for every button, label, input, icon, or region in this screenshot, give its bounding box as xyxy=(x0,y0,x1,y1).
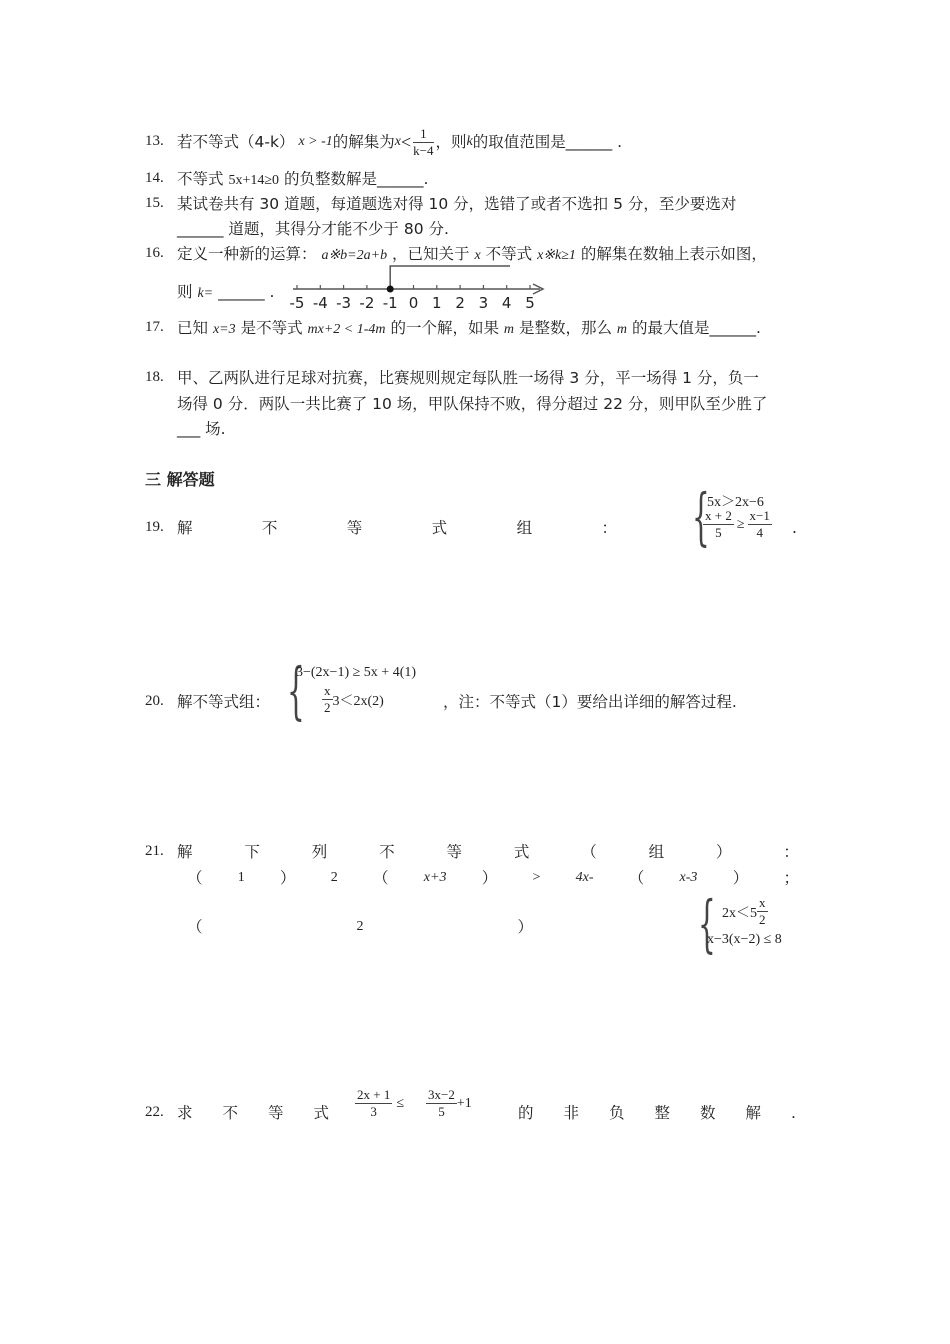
q21-token: （ xyxy=(187,869,203,887)
q22-frac2 xyxy=(426,1087,457,1120)
q22-spread-a xyxy=(177,1103,329,1123)
q13-suffix: ，则 xyxy=(435,133,467,151)
q21-token: （ xyxy=(187,918,203,936)
q21-frac-den: 2 xyxy=(759,912,766,927)
q16-text-b: ，已知关于 xyxy=(392,245,470,263)
q21-char: 等 xyxy=(446,843,463,861)
q22-char: 负 xyxy=(609,1104,625,1122)
q16-text-a: 定义一种新的运算： xyxy=(177,245,317,263)
q21-char: （ xyxy=(581,843,597,861)
number-line-tick-label: 5 xyxy=(525,294,535,312)
q22-char: 求 xyxy=(177,1104,193,1122)
q17-d: 是整数，那么 xyxy=(518,319,612,337)
q21-token: x-3 xyxy=(679,870,698,885)
q21-token: x+3 xyxy=(423,870,447,885)
q21-frac-num: x xyxy=(759,895,766,910)
q15-line1: 某试卷共有 30 道题，每道题选对得 10 分，选错了或者不选扣 5 分，至少要选对 xyxy=(177,195,737,213)
q21-row1 xyxy=(177,842,799,862)
question-number: 16. xyxy=(145,245,164,261)
q19-char: 不 xyxy=(261,519,278,537)
q17-e: 的最大值是______. xyxy=(631,319,761,337)
q22-frac1 xyxy=(355,1087,392,1120)
q16-x: x xyxy=(474,248,481,263)
q20-frac-den: 2 xyxy=(324,700,331,715)
q20-label: 解不等式组： xyxy=(177,693,271,711)
q21-sys1-a: 2x＜5 xyxy=(722,905,757,921)
q13-x: x xyxy=(394,134,401,149)
q20-sys1: 3−(2x−1) ≥ 5x + 4(1) xyxy=(296,665,417,680)
q19-geq: ≥ xyxy=(736,516,745,532)
q22-frac1-num: 2x + 1 xyxy=(357,1087,391,1102)
question-number: 22. xyxy=(145,1104,164,1120)
q14-prefix: 不等式 xyxy=(177,170,224,188)
q21-sys2: x−3(x−2) ≤ 8 xyxy=(707,932,782,947)
q19-period: . xyxy=(792,519,797,537)
q16-operation: a※b=2a+b xyxy=(321,248,388,263)
q21-char: ） xyxy=(716,843,732,861)
q21-token: 2 xyxy=(330,870,338,885)
q19-frac2-den: 4 xyxy=(756,525,763,540)
q22-char: . xyxy=(791,1104,796,1122)
q22-frac2-den: 5 xyxy=(438,1104,445,1119)
number-line-tick-label: -1 xyxy=(382,294,398,312)
q20-frac xyxy=(322,683,333,716)
number-line-tick-label: 3 xyxy=(478,294,489,312)
q22-char: 数 xyxy=(700,1104,716,1122)
question-number: 13. xyxy=(145,133,164,149)
q17-c: 的一个解，如果 xyxy=(390,319,499,337)
q19-frac2 xyxy=(748,508,772,541)
q19-frac1-num: x + 2 xyxy=(705,508,732,523)
number-line-tick-label: -4 xyxy=(312,294,328,312)
q21-token: （ xyxy=(628,869,645,887)
q22-frac1-den: 3 xyxy=(370,1104,377,1119)
q13-mid: 的解集为 xyxy=(332,133,395,151)
q18-line2: 场得 0 分．两队一共比赛了 10 场，甲队保持不败，得分超过 22 分，则甲队至少胜了 xyxy=(177,395,768,413)
q19-frac1 xyxy=(703,508,734,541)
q13-tail: 的取值范围是______ . xyxy=(472,133,623,151)
q13-frac-num: 1 xyxy=(413,126,433,143)
q21-token: ） xyxy=(280,869,296,887)
q21-sys1-frac xyxy=(757,895,768,928)
q20-brace: { xyxy=(287,654,305,727)
q22-char: 等 xyxy=(267,1104,284,1122)
q21-token: ） xyxy=(481,869,498,887)
q22-char: 式 xyxy=(313,1104,329,1122)
q19-frac2-num: x−1 xyxy=(749,508,770,523)
q17-m1: m xyxy=(503,322,515,337)
q19-frac1-den: 5 xyxy=(715,525,722,540)
q22-plus-one: +1 xyxy=(456,1095,472,1111)
q21-token: ） xyxy=(732,869,749,887)
q16-then: 则 xyxy=(177,283,193,301)
q19-char: 组 xyxy=(516,519,533,537)
q14-expression: 5x+14≥0 xyxy=(228,173,280,188)
q21-char: 式 xyxy=(513,843,530,861)
number-line-tick-label: -5 xyxy=(289,294,305,312)
q21-row3 xyxy=(187,917,533,937)
q15-line2: ______ 道题，其得分才能不少于 80 分. xyxy=(177,220,449,238)
q21-token: > xyxy=(532,870,541,885)
q21-char: ： xyxy=(783,843,799,861)
q21-token: （ xyxy=(373,869,389,887)
q21-token: ； xyxy=(783,869,799,887)
q22-frac2-num: 3x−2 xyxy=(428,1087,455,1102)
q19-spread-text xyxy=(177,518,617,538)
q21-token: 1 xyxy=(237,870,245,885)
number-line-tick-label: 4 xyxy=(501,294,512,312)
question-number: 14. xyxy=(145,170,164,186)
q18-line1: 甲、乙两队进行足球对抗赛，比赛规则规定每队胜一场得 3 分，平一场得 1 分，负一 xyxy=(177,369,759,387)
q16-blank: ______ . xyxy=(218,283,275,301)
q21-token: ） xyxy=(517,918,533,936)
q13-prefix: 若不等式（4-k） xyxy=(177,133,295,151)
q20-sys2-rest: 3＜2x(2) xyxy=(332,693,384,709)
q16-k-var: k= xyxy=(197,286,214,301)
q13-frac-den: k−4 xyxy=(413,142,434,158)
q17-m2: m xyxy=(616,322,628,337)
q13-fraction xyxy=(413,126,433,159)
question-number: 18. xyxy=(145,369,164,385)
q18-line3: ___ 场. xyxy=(177,420,226,438)
q19-char: 等 xyxy=(346,519,363,537)
q22-char: 整 xyxy=(654,1104,671,1122)
section-title: 三 解答题 xyxy=(145,470,215,489)
q19-sys1: 5x＞2x−6 xyxy=(707,495,764,510)
q13-less-than: < xyxy=(401,132,412,152)
question-number: 19. xyxy=(145,519,164,535)
q21-token: 2 xyxy=(356,919,364,934)
question-number: 21. xyxy=(145,843,164,859)
q16-text-c: 不等式 xyxy=(485,245,533,263)
q19-brace: { xyxy=(692,480,710,553)
q14-tail: 的负整数解是______. xyxy=(283,170,429,188)
q20-frac-num: x xyxy=(324,683,331,698)
q21-char: 组 xyxy=(648,843,665,861)
q13-inequality: x > -1 xyxy=(298,134,333,149)
number-line-tick-label: -2 xyxy=(359,294,375,312)
q19-char: 式 xyxy=(431,519,448,537)
number-line-tick-label: 0 xyxy=(408,294,419,312)
q17-b: 是不等式 xyxy=(240,319,303,337)
q22-char: 非 xyxy=(563,1104,580,1122)
q21-char: 解 xyxy=(177,843,193,861)
solution-set-marker xyxy=(390,266,510,289)
q17-expr1: x=3 xyxy=(212,322,236,337)
q21-token: 4x- xyxy=(575,870,594,885)
q17-a: 已知 xyxy=(177,319,209,337)
q21-char: 不 xyxy=(379,843,395,861)
q21-brace: { xyxy=(698,887,716,960)
q16-text-d: 的解集在数轴上表示如图， xyxy=(580,245,767,263)
q22-char: 解 xyxy=(745,1104,762,1122)
q22-char: 不 xyxy=(222,1104,238,1122)
q19-char: ： xyxy=(601,519,617,537)
q17-expr2: mx+2 < 1-4m xyxy=(307,322,386,337)
q21-row2 xyxy=(187,868,799,888)
number-line xyxy=(285,258,555,314)
number-line-tick-label: -3 xyxy=(336,294,352,312)
q13-k: k xyxy=(466,134,473,149)
number-line-tick-label: 1 xyxy=(432,294,442,312)
q21-char: 下 xyxy=(244,843,260,861)
q22-char: 的 xyxy=(518,1104,534,1122)
question-number: 20. xyxy=(145,693,164,709)
solution-endpoint-dot xyxy=(387,286,394,293)
q16-expression: x※k≥1 xyxy=(537,248,576,263)
question-number: 15. xyxy=(145,195,164,211)
q21-char: 列 xyxy=(311,843,328,861)
q22-spread-b xyxy=(518,1103,796,1123)
number-line-tick-label: 2 xyxy=(455,294,465,312)
question-number: 17. xyxy=(145,319,164,335)
q20-note: ，注：不等式（1）要给出详细的解答过程. xyxy=(443,693,737,711)
q22-leq: ≤ xyxy=(396,1095,405,1111)
q19-char: 解 xyxy=(177,519,193,537)
